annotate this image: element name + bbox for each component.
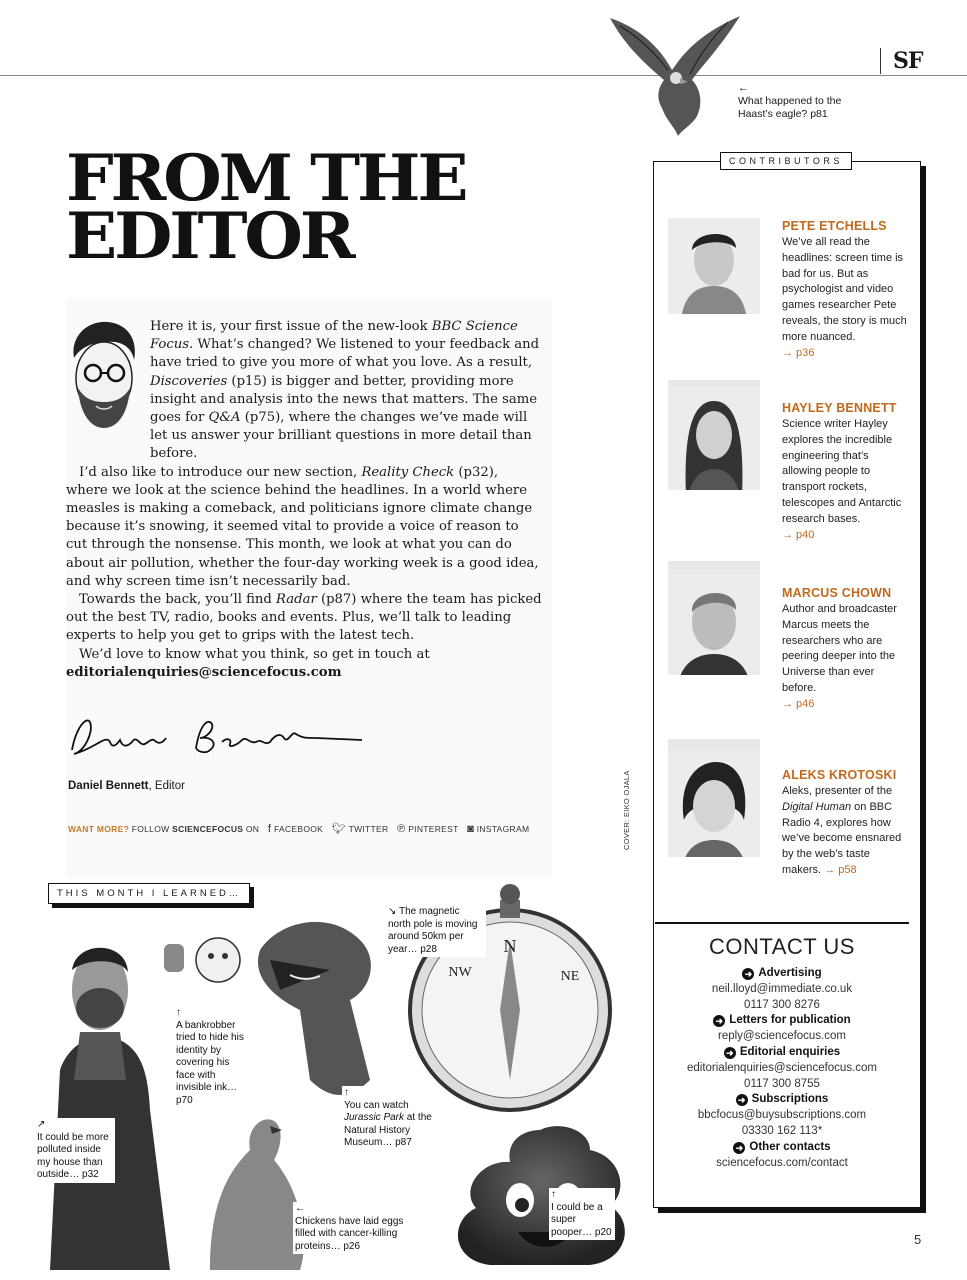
editorial-email-link[interactable]: editorialenquiries@sciencefocus.com bbox=[66, 664, 342, 680]
arrow-icon: ↑ bbox=[551, 1189, 556, 1200]
arrow-right-circle-icon: ➜ bbox=[724, 1047, 736, 1059]
editorial-email[interactable]: editorialenquiries@sciencefocus.com bbox=[686, 1061, 877, 1074]
caption-pollution bbox=[35, 1118, 115, 1183]
editor-paragraph-4 bbox=[66, 646, 542, 664]
caption-jurassic-park bbox=[342, 1086, 434, 1151]
letters-heading bbox=[655, 1013, 909, 1029]
contributor-photo bbox=[668, 561, 760, 675]
text-span: (p87) where the team has picked out the best TV, radio, books and events. Plus, we’ll talk to leading experts to help you get to grips with the latest tech. bbox=[66, 592, 542, 644]
arrow-icon: ↑ bbox=[344, 1087, 349, 1098]
contributor-name: PETE ETCHELLS bbox=[782, 219, 887, 233]
editorial-phone: 0117 300 8755 bbox=[744, 1077, 820, 1090]
title-line-2: EDITOR bbox=[66, 199, 353, 274]
editorial-heading bbox=[655, 1045, 909, 1061]
title-line-1: FROM THE bbox=[66, 141, 466, 216]
caption-super-pooper bbox=[549, 1188, 615, 1240]
heading-text: Letters for publication bbox=[729, 1014, 851, 1027]
text-span: FOLLOW bbox=[129, 824, 173, 834]
italic-span: Q&A bbox=[208, 410, 241, 426]
subscriptions-heading bbox=[655, 1092, 909, 1108]
contributor-info bbox=[782, 400, 908, 543]
heading-text: Subscriptions bbox=[751, 1093, 829, 1106]
page-number: 5 bbox=[914, 1232, 922, 1247]
other-contacts-heading bbox=[655, 1140, 909, 1156]
svg-text:NE: NE bbox=[560, 969, 580, 984]
eagle-caption bbox=[738, 82, 878, 121]
contributor-bio: We’ve all read the headlines: screen time is bad for us. But as psychologist and video games researcher Pete reveals, the story is much more nuanced. bbox=[782, 236, 907, 343]
contributors-label: CONTRIBUTORS bbox=[720, 152, 852, 170]
italic-span: Radar bbox=[276, 592, 317, 608]
svg-text:N: N bbox=[503, 936, 517, 956]
text-span: on BBC Radio 4, explores how we’ve become ensnared by the web’s taste makers. bbox=[782, 800, 902, 876]
contributor-bio: Author and broadcaster Marcus meets the researchers who are peering deeper into the Universe than ever before. bbox=[782, 603, 897, 694]
contributor-bio: Science writer Hayley explores the incredible engineering that’s allowing people to transport rockets, telescopes and Antarctic research bases. bbox=[782, 418, 902, 525]
contact-divider bbox=[655, 922, 909, 924]
italic-span: BBC Science Focus bbox=[150, 319, 518, 353]
want-more-label: WANT MORE? bbox=[68, 824, 130, 834]
editor-name: Daniel Bennett bbox=[68, 780, 149, 792]
twitter-icon: 🐦︎ bbox=[331, 823, 347, 835]
contributor-page-link[interactable]: → p40 bbox=[782, 528, 815, 541]
letters-email[interactable]: reply@sciencefocus.com bbox=[718, 1030, 846, 1043]
text-span: Here it is, your first issue of the new-look bbox=[150, 319, 432, 334]
subscriptions-phone: 03330 162 113* bbox=[741, 1124, 823, 1137]
editor-paragraph-1 bbox=[66, 318, 542, 464]
arrow-icon: ↘ bbox=[388, 906, 397, 917]
contributor-page-link[interactable]: → p46 bbox=[782, 697, 815, 710]
instagram-icon: ◙ bbox=[467, 823, 475, 835]
instagram-link[interactable]: INSTAGRAM bbox=[476, 824, 530, 834]
caption-text: It could be more polluted inside my house than outside… p32 bbox=[37, 1131, 109, 1180]
pinterest-icon: ℗ bbox=[397, 823, 406, 835]
text-span: We’d love to know what you think, so get in touch at bbox=[79, 646, 430, 662]
signature-name bbox=[68, 780, 185, 792]
arrow-icon: ↗ bbox=[37, 1119, 46, 1130]
contributor-bio bbox=[782, 784, 908, 879]
editor-paragraph-2 bbox=[66, 464, 542, 591]
editor-paragraph-3 bbox=[66, 591, 542, 646]
arrow-icon: ↑ bbox=[176, 1007, 181, 1018]
brand-label: SCIENCEFOCUS bbox=[172, 824, 244, 834]
contributor-page-link[interactable]: → p36 bbox=[782, 346, 815, 359]
cover-credit: COVER: EIKO OJALA bbox=[622, 770, 631, 850]
contributor-info bbox=[782, 767, 908, 879]
heading-text: Advertising bbox=[758, 967, 822, 979]
heading-text: Other contacts bbox=[749, 1140, 831, 1153]
arrow-right-circle-icon: ➜ bbox=[736, 1094, 748, 1106]
caption-text: Chickens have laid eggs filled with cancer-killing proteins… p26 bbox=[295, 1215, 404, 1252]
caption-magnetic-pole bbox=[386, 905, 486, 957]
this-month-learned-label: THIS MONTH I LEARNED… bbox=[48, 883, 250, 904]
twitter-link[interactable]: TWITTER bbox=[348, 824, 389, 834]
page-title bbox=[66, 141, 466, 274]
advertising-heading bbox=[655, 966, 909, 982]
sf-logo: SF bbox=[880, 48, 923, 74]
caption-chickens bbox=[293, 1202, 411, 1254]
facebook-link[interactable]: FACEBOOK bbox=[273, 824, 324, 834]
text-span: . What’s changed? We listened to your feedback and have tried to give you more of what you love. As a result, bbox=[150, 337, 540, 371]
arrow-right-circle-icon: ➜ bbox=[713, 1015, 725, 1027]
italic-span: Jurassic Park bbox=[344, 1112, 405, 1123]
arrow-right-circle-icon: ➜ bbox=[733, 1142, 745, 1154]
contributor-page-link[interactable]: → p58 bbox=[824, 863, 857, 876]
contributor-photo bbox=[668, 739, 760, 857]
contributor-name: MARCUS CHOWN bbox=[782, 586, 892, 600]
caption-text: I could be a super pooper… p20 bbox=[551, 1201, 612, 1238]
contributor-info bbox=[782, 585, 908, 713]
text-span: ON bbox=[243, 824, 262, 834]
contributor-info bbox=[782, 218, 908, 361]
arrow-right-circle-icon: ➜ bbox=[742, 968, 754, 980]
arrow-icon: ← bbox=[295, 1203, 305, 1214]
text-span: (p32), where we look at the science behind the headlines. In a world where measles is making a comeback, and politicians ignore climate change because it’s snowing, it seemed vital to provide a voice of reason to cut through the nonsense. This month, we look at what you can do about air pollution, whether the four-day working week is a good idea, and why screen time isn’t necessarily bad. bbox=[66, 464, 539, 589]
caption-text: The magnetic north pole is moving around 50km per year… p28 bbox=[388, 906, 478, 955]
italic-span: Reality Check bbox=[361, 464, 455, 480]
editor-letter bbox=[66, 318, 542, 682]
contributor-photo bbox=[668, 380, 760, 490]
top-rule bbox=[0, 75, 967, 76]
text-span: Aleks, presenter of the bbox=[782, 785, 893, 797]
text-span: You can watch bbox=[344, 1099, 409, 1111]
italic-span: Digital Human bbox=[782, 800, 852, 813]
italic-span: Discoveries bbox=[150, 373, 228, 389]
eagle-illustration bbox=[600, 8, 750, 138]
subscriptions-email[interactable]: bbcfocus@buysubscriptions.com bbox=[697, 1109, 867, 1122]
editor-role: , Editor bbox=[148, 780, 185, 792]
svg-text:NW: NW bbox=[448, 965, 472, 980]
text-span: (p15) is bigger and better, providing more insight and analysis into the news that matters. The same goes for bbox=[150, 373, 538, 426]
pinterest-link[interactable]: PINTEREST bbox=[408, 824, 459, 834]
heading-text: Editorial enquiries bbox=[739, 1045, 841, 1058]
caption-text: A bankrobber tried to hide his identity by covering his face with invisible ink… p70 bbox=[176, 1019, 244, 1106]
arrow-left-icon: ← bbox=[738, 82, 749, 94]
text-span: I’d also like to introduce our new section, bbox=[79, 464, 362, 480]
editor-signature bbox=[66, 708, 366, 768]
eagle-caption-text: What happened to the Haast’s eagle? p81 bbox=[738, 95, 842, 120]
caption-bankrobber bbox=[174, 1006, 252, 1108]
contributor-name: HAYLEY BENNETT bbox=[782, 401, 897, 415]
contact-us-section bbox=[655, 932, 909, 1171]
social-follow-bar bbox=[68, 822, 529, 835]
other-contacts-link[interactable]: sciencefocus.com/contact bbox=[716, 1156, 848, 1169]
advertising-phone: 0117 300 8276 bbox=[744, 998, 820, 1011]
text-span: (p75), where the changes we’ve made will let us answer your brilliant questions in more detail than before. bbox=[150, 410, 532, 462]
text-span: at the Natural History Museum… p87 bbox=[344, 1112, 432, 1148]
contributor-name: ALEKS KROTOSKI bbox=[782, 768, 897, 782]
contact-title: CONTACT US bbox=[709, 934, 855, 959]
advertising-email[interactable]: neil.lloyd@immediate.co.uk bbox=[711, 982, 853, 995]
text-span: Towards the back, you’ll find bbox=[79, 592, 277, 608]
contributor-photo bbox=[668, 218, 760, 314]
facebook-icon: f bbox=[267, 823, 272, 835]
